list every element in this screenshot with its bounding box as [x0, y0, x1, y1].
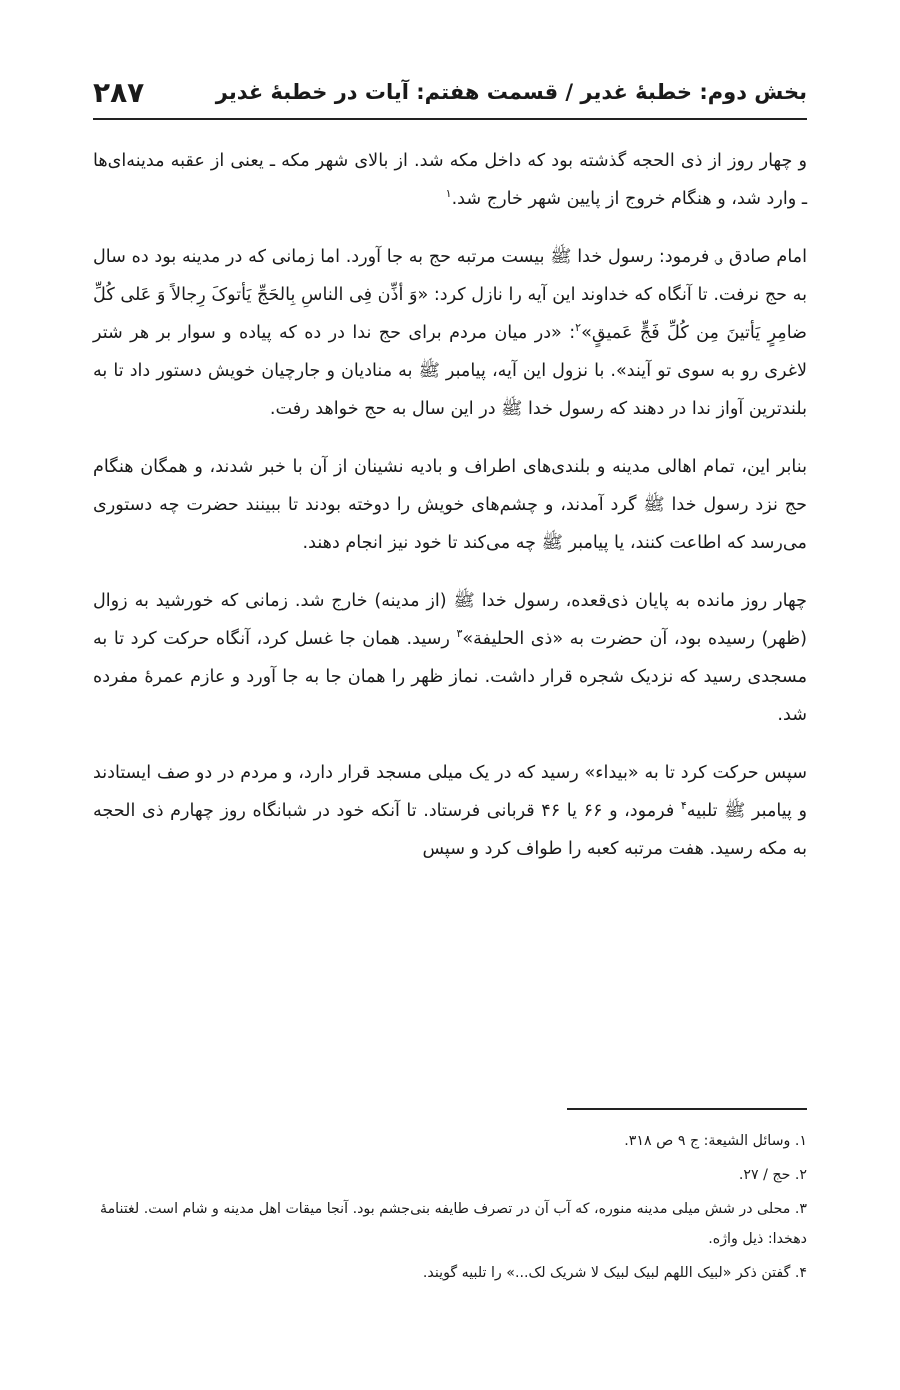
- footnotes: [93, 1126, 807, 1292]
- paragraph-text: : «در میان مردم برای حج ندا در ده که پیاده و سوار بر هر شتر لاغری رو به سوی تو آیند». با نزول این آیه، پیامبر ﷺ به منادیان و جارچیان خویش دستور داد تا به بلندترین آواز ندا در دهند که رسول خدا ﷺ در این سال به حج خواهد رفت.: [93, 323, 807, 419]
- footnote-ref: ۱: [445, 187, 452, 201]
- footnote: ۲. حج / ۲۷.: [738, 1167, 807, 1183]
- paragraph: [93, 448, 807, 562]
- footnote-ref: ۲: [575, 321, 582, 335]
- page-header: [93, 68, 807, 116]
- paragraph-text: و چهار روز از ذی الحجه گذشته بود که داخل مکه شد. از بالای شهر مکه ـ یعنی از عقبه مدینه‌ای‌ها ـ وارد شد، و هنگام خروج از پایین شهر خارج شد.: [93, 151, 807, 209]
- paragraph: [93, 142, 807, 218]
- footnote-ref: ۳: [456, 627, 463, 641]
- header-divider: [93, 118, 807, 120]
- paragraph: [93, 754, 807, 868]
- running-header-title: بخش دوم: خطبهٔ غدیر / قسمت هفتم: آیات در خطبهٔ غدیر: [215, 80, 807, 104]
- footnote: ۳. محلی در شش میلی مدینه منوره، که آب آن در تصرف طایفه بنی‌جشم بود. آنجا میقات اهل مدینه و شام است. لغتنامهٔ دهخدا: ذیل واژه.: [99, 1201, 807, 1247]
- main-text: [93, 142, 807, 888]
- paragraph-text: چهار روز مانده به پایان ذی‌قعده، رسول خدا ﷺ (از مدینه) خارج شد. زمانی که خورشید به زوال (ظهر) رسیده بود، آن حضرت به «ذی الحلیفة»: [93, 591, 807, 649]
- paragraph-text: سپس حرکت کرد تا به «بیداء» رسید که در یک میلی مسجد قرار دارد، و مردم در دو صف ایستادند و پیامبر ﷺ تلبیه: [93, 763, 807, 821]
- footnote-ref: ۴: [680, 799, 687, 813]
- footnote: ۱. وسائل الشیعة: ج ۹ ص ۳۱۸.: [624, 1133, 807, 1149]
- page-number: ۲۸۷: [93, 75, 145, 109]
- paragraph: [93, 582, 807, 734]
- paragraph-text: رسید. همان جا غسل کرد، آنگاه حرکت کرد تا به مسجدی رسید که نزدیک شجره قرار داشت. نماز ظهر را همان جا به جا آورد و عازم عمرهٔ مفرده شد.: [93, 629, 807, 725]
- paragraph-text: فرمود، و ۶۶ یا ۴۶ قربانی فرستاد. تا آنکه خود در شبانگاه روز چهارم ذی الحجه به مکه رسید. هفت مرتبه کعبه را طواف کرد و سپس: [93, 801, 807, 859]
- paragraph-text: امام صادق ؈ فرمود: رسول خدا ﷺ بیست مرتبه حج به جا آورد. اما زمانی که در مدینه بود ده سال به حج نرفت. تا آنگاه که خداوند این آیه را نازل کرد: «وَ أذِّن فِی الناسِ بِالحَجِّ یَأتوکَ رِجالاً وَ عَلی کُلِّ ضامِرٍ یَأتینَ مِن کُلِّ فَجٍّ عَمیقٍ»: [93, 247, 808, 343]
- paragraph-text: بنابر این، تمام اهالی مدینه و بلندی‌های اطراف و بادیه نشینان از آن با خبر شدند، و همگان هنگام حج نزد رسول خدا ﷺ گرد آمدند، و چشم‌های خویش را دوخته بودند تا ببینند حضرت چه دستوری می‌رسد که اطاعت کنند، یا پیامبر ﷺ چه می‌کند تا خود نیز انجام دهند.: [93, 457, 807, 553]
- footnote: ۴. گفتن ذکر «لبیک اللهم لبیک لبیک لا شریک لک...» را تلبیه گویند.: [422, 1265, 807, 1281]
- paragraph: [93, 238, 807, 428]
- footnote-divider: [567, 1108, 807, 1110]
